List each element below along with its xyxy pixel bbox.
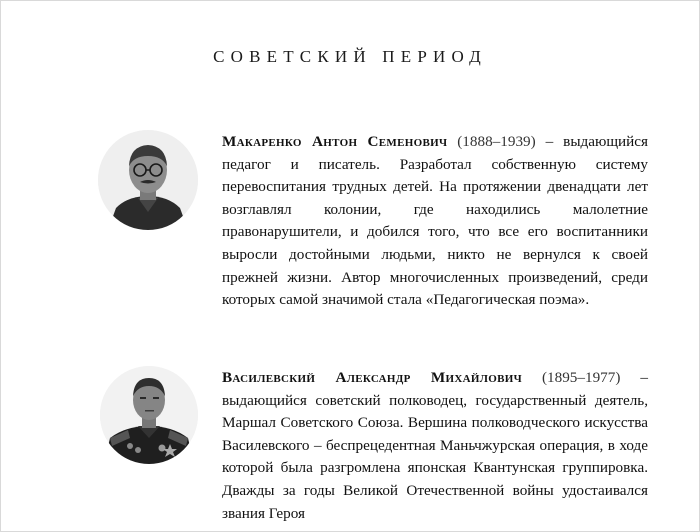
person-years: (1888–1939): [457, 133, 536, 150]
bio-text: – выдающийся педагог и писатель. Разработал собственную систему перевоспитания трудных детей. На протяжении двенадцати лет возглавлял колонии, где находились малолетние правонарушители, и добился того, что все его воспитанники выросли достойными людьми, никто не вернулся к своей прежней жизни. Автор многочисленных произведений, среди которых самой значимой стала «Педагогическая поэма».: [222, 133, 649, 309]
bio-text: – выдающийся советский полководец, государственный деятель, Маршал Советского Союза. Вершина полководческого искусства Василевского – беспрецедентная Маньчжурская операция, в ходе которой была разгромлена японская Квантунская группировка. Дважды за годы Великой Отечественной войны удостаивался звания Героя: [222, 369, 649, 522]
portrait-makarenko: [98, 130, 198, 230]
person-name: Макаренко Антон Семенович: [222, 133, 448, 150]
person-name: Василевский Александр Михайлович: [222, 369, 522, 386]
person-years: (1895–1977): [541, 369, 621, 386]
portrait-vasilevsky: [100, 366, 198, 464]
section-title: СОВЕТСКИЙ ПЕРИОД: [213, 47, 487, 66]
bio-vasilevsky: [222, 367, 648, 525]
bio-makarenko: [222, 131, 648, 312]
